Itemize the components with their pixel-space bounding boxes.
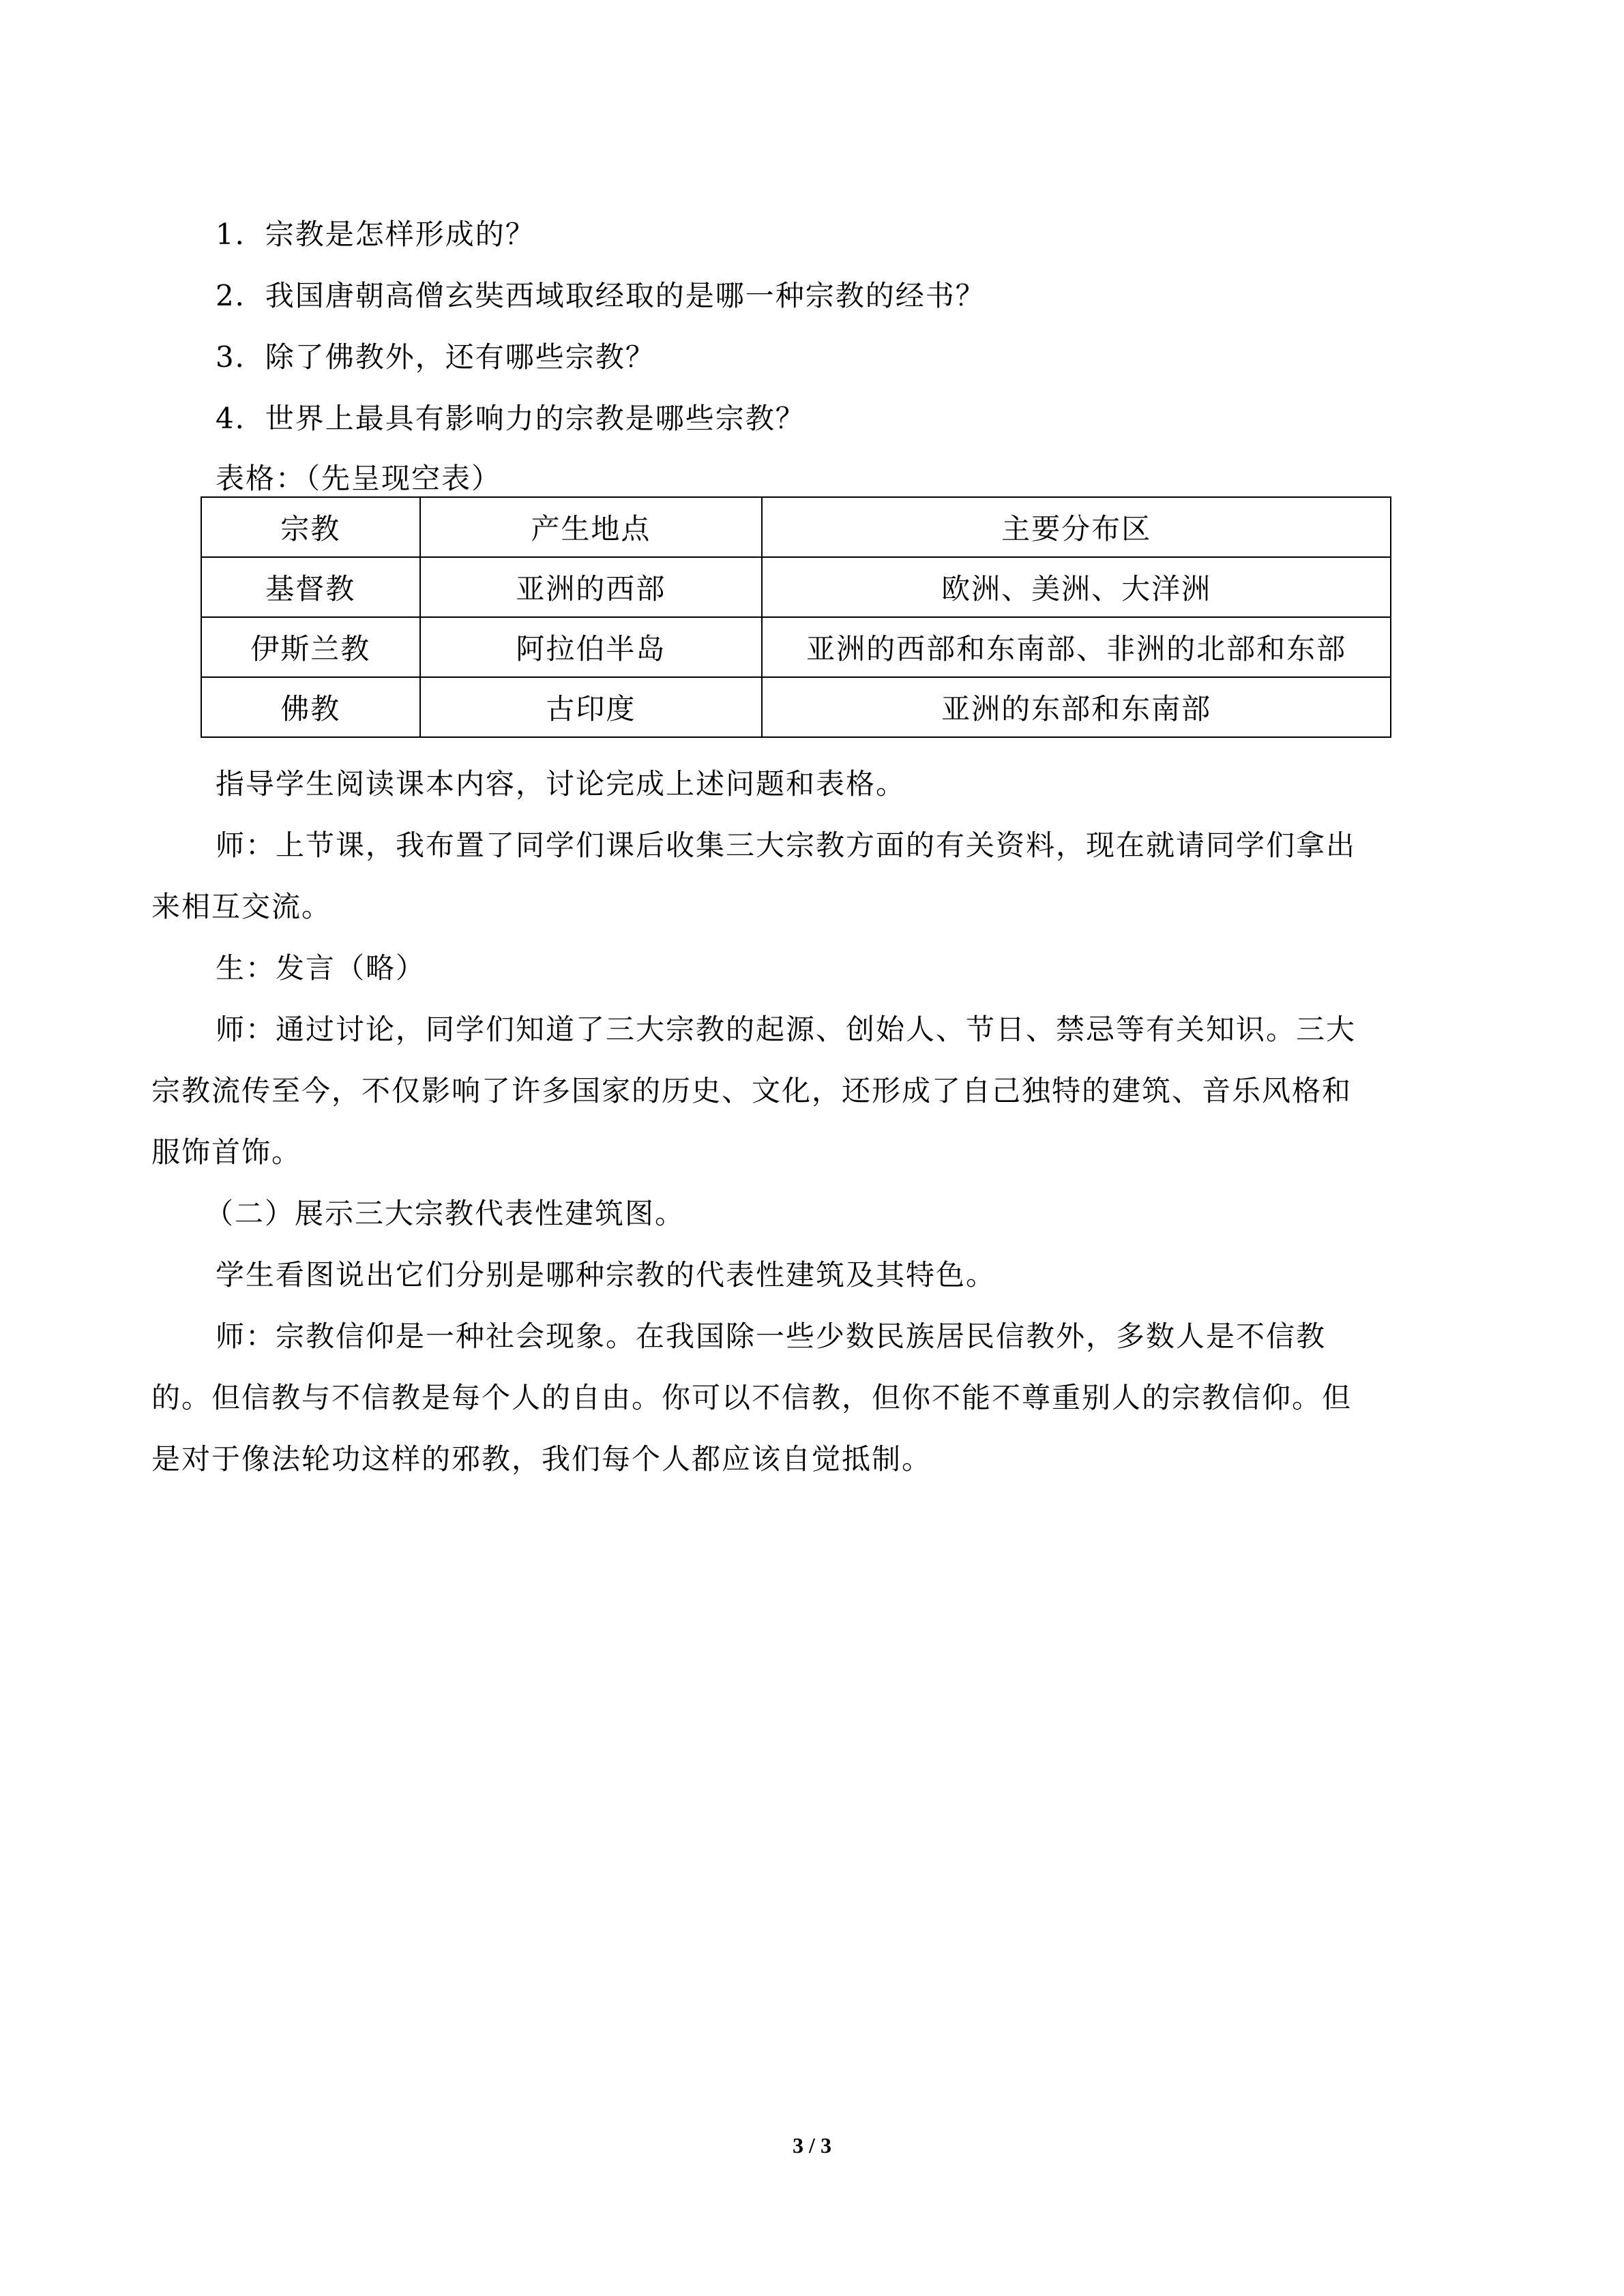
teacher-paragraph-3-line-3: 是对于像法轮功这样的邪教，我们每个人都应该自觉抵制。: [151, 1442, 932, 1476]
question-3: 3．除了佛教外，还有哪些宗教？: [216, 340, 655, 374]
teacher-paragraph-3-line-2: 的。但信教与不信教是每个人的自由。你可以不信教，但你不能不尊重别人的宗教信仰。但: [151, 1381, 1353, 1414]
table-header-cell: 产生地点: [420, 497, 763, 557]
teacher-paragraph-2-line-1: 师：通过讨论，同学们知道了三大宗教的起源、创始人、节日、禁忌等有关知识。三大: [216, 1013, 1357, 1046]
table-cell: 阿拉伯半岛: [420, 617, 763, 677]
teacher-paragraph-1-line-1: 师：上节课，我布置了同学们课后收集三大宗教方面的有关资料，现在就请同学们拿出: [216, 829, 1357, 862]
teacher-paragraph-2-line-3: 服饰首饰。: [151, 1135, 302, 1169]
table-row: [201, 677, 1391, 737]
table-cell: 伊斯兰教: [201, 617, 420, 677]
table-caption: 表格：（先呈现空表）: [216, 462, 502, 495]
teacher-paragraph-3-line-1: 师：宗教信仰是一种社会现象。在我国除一些少数民族居民信教外，多数人是不信教: [216, 1320, 1327, 1353]
table-header-row: [201, 497, 1391, 557]
table-row: [201, 617, 1391, 677]
table-cell: 基督教: [201, 557, 420, 617]
question-2: 2．我国唐朝高僧玄奘西域取经取的是哪一种宗教的经书？: [216, 279, 986, 312]
question-4: 4．世界上最具有影响力的宗教是哪些宗教？: [216, 402, 806, 435]
section-heading: （二）展示三大宗教代表性建筑图。: [205, 1197, 685, 1230]
page-number: 3 / 3: [793, 2133, 831, 2158]
table-header-cell: 宗教: [201, 497, 420, 557]
table-header-cell: 主要分布区: [762, 497, 1391, 557]
table-row: [201, 557, 1391, 617]
students-look-paragraph: 学生看图说出它们分别是哪种宗教的代表性建筑及其特色。: [216, 1258, 996, 1292]
teacher-paragraph-2-line-2: 宗教流传至今，不仅影响了许多国家的历史、文化，还形成了自己独特的建筑、音乐风格和: [151, 1074, 1353, 1107]
guide-paragraph: 指导学生阅读课本内容，讨论完成上述问题和表格。: [216, 767, 906, 801]
question-1: 1．宗教是怎样形成的？: [216, 218, 535, 251]
religion-table: [201, 496, 1391, 738]
teacher-paragraph-1-line-2: 来相互交流。: [151, 890, 332, 923]
table-cell: 古印度: [420, 677, 763, 737]
table-cell: 亚洲的西部和东南部、非洲的北部和东部: [762, 617, 1391, 677]
table-cell: 亚洲的西部: [420, 557, 763, 617]
table-cell: 欧洲、美洲、大洋洲: [762, 557, 1391, 617]
table-cell: 亚洲的东部和东南部: [762, 677, 1391, 737]
student-paragraph: 生：发言（略）: [216, 951, 426, 985]
table-cell: 佛教: [201, 677, 420, 737]
